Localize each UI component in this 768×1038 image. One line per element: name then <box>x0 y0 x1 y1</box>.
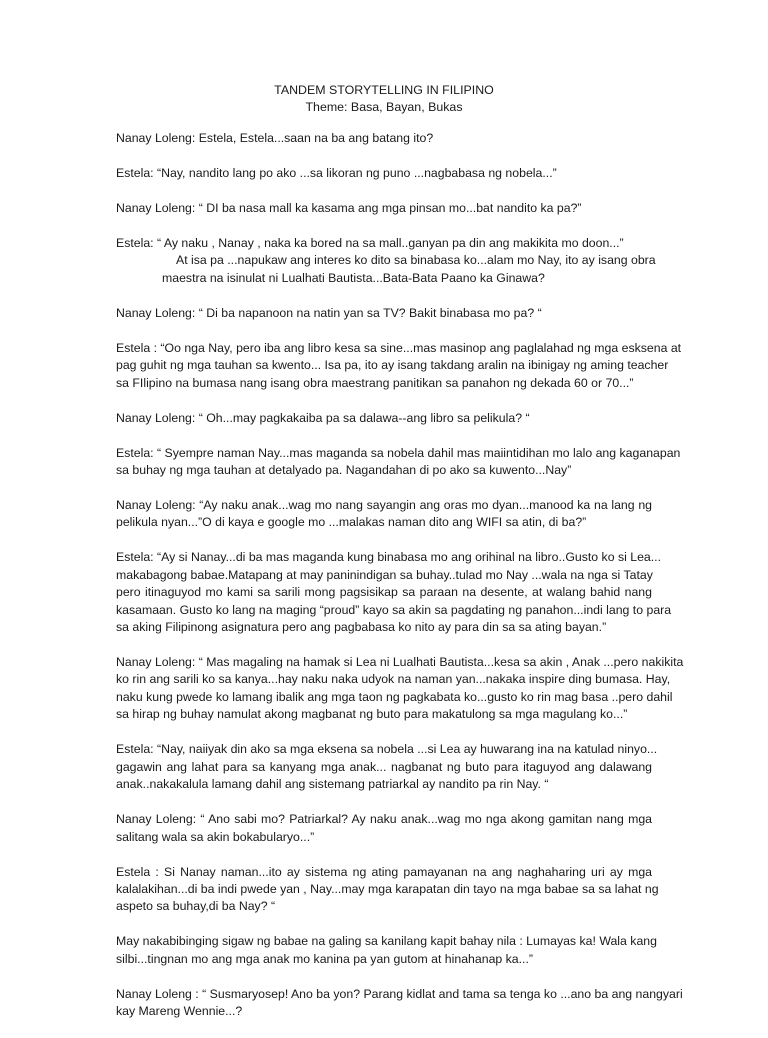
text-line: Estela : “Oo nga Nay, pero iba ang libro kesa sa sine...mas masinop ang paglalahad ng mga esksena at <box>116 340 682 355</box>
text-line: kay Mareng Wennie...? <box>116 1004 243 1019</box>
document-title: TANDEM STORYTELLING IN FILIPINO <box>274 83 494 97</box>
text-line: kalalakihan...di ba indi pwede yan , Nay...may mga karapatan din tayo na mga babae sa sa lahat ng <box>116 881 659 896</box>
text-line: Estela : Si Nanay naman...ito ay sistema ng ating pamayanan na ang naghaharing uri ay mga <box>116 864 652 879</box>
text-line: Nanay Loleng: Estela, Estela...saan na ba ang batang ito? <box>116 131 434 145</box>
dialogue-paragraph <box>116 741 658 793</box>
text-line: anak..nakakalula lamang dahil ang sistemang patriarkal ay nandito pa rin Nay. “ <box>116 777 549 792</box>
text-line: May nakabibinging sigaw ng babae na galing sa kanilang kapit bahay nila : Lumayas ka! Wala kang <box>116 934 657 949</box>
text-line: Nanay Loleng: “ DI ba nasa mall ka kasama ang mga pinsan mo...bat nandito ka pa?” <box>116 201 582 215</box>
dialogue-paragraph <box>116 811 652 846</box>
text-line: sa aking Filipinong asignatura pero ang pagbabasa ko nito ay para din sa sa ating bayan.” <box>116 620 607 635</box>
text-line: silbi...tingnan mo ang mga anak mo kanina pa yan gutom at hinahanap ka...” <box>116 951 533 966</box>
text-line: gagawin ang lahat para sa kanyang mga anak... nagbanat ng buto para itaguyod ang dalawang <box>116 759 652 774</box>
dialogue-paragraph <box>116 165 652 182</box>
text-line: Estela: “Ay si Nanay...di ba mas maganda kung binabasa mo ang orihinal na libro..Gusto ko si Lea... <box>116 550 662 565</box>
text-line: pag guhit ng mga tauhan sa kwento... Isa pa, ito ay isang takdang aralin na ibinigay ng aming teacher <box>116 358 669 373</box>
text-line: Nanay Loleng: “ Mas magaling na hamak si Lea ni Lualhati Bautista...kesa sa akin , Anak ...pero nakikita <box>116 655 684 670</box>
text-line: salitang wala sa akin bokabularyo...” <box>116 829 315 844</box>
text-line: pero itinaguyod mo kami sa sarili mong pagsisikap sa paraan na desente, at walang bahid nang <box>116 585 652 600</box>
text-line: Nanay Loleng : “ Susmaryosep! Ano ba yon? Parang kidlat and tama sa tenga ko ...ano ba ang nangyari <box>116 986 683 1001</box>
dialogue-paragraph <box>116 497 652 532</box>
text-line: maestra na isinulat ni Lualhati Bautista...Bata-Bata Paano ka Ginawa? <box>162 270 545 285</box>
text-line: sa buhay ng mga tauhan at detalyado pa. Nagandahan di po ako sa kuwento...Nay” <box>116 463 572 478</box>
document-body <box>116 130 684 1038</box>
dialogue-paragraph <box>116 864 659 916</box>
dialogue-paragraph <box>116 130 652 147</box>
text-line: sa hirap ng buhay namulat akong magbanat ng buto para makatulong sa mga magulang ko...” <box>116 707 628 722</box>
dialogue-paragraph <box>116 200 652 217</box>
narration-paragraph <box>116 933 657 968</box>
text-line: At isa pa ...napukaw ang interes ko dito sa binabasa ko...alam mo Nay, ito ay isang obra <box>176 253 656 268</box>
dialogue-paragraph <box>116 986 683 1021</box>
text-line: Estela: “ Ay naku , Nanay , naka ka bored na sa mall..ganyan pa din ang makikita mo doon...” <box>116 236 624 250</box>
text-line: kasamaan. Gusto ko lang na maging “proud” kayo sa akin sa pagdating ng panahon...indi lang to para <box>116 602 672 617</box>
text-line: sa FIlipino na bumasa nang isang obra maestrang panitikan sa panahon ng dekada 60 or 70...” <box>116 375 634 390</box>
dialogue-paragraph <box>116 445 681 480</box>
dialogue-paragraph <box>116 235 656 287</box>
dialogue-paragraph <box>116 305 652 322</box>
text-line: Nanay Loleng: “Ay naku anak...wag mo nang sayangin ang oras mo dyan...manood ka na lang ng <box>116 498 652 513</box>
text-line: pelikula nyan...”O di kaya e google mo ...malakas naman dito ang WIFI sa atin, di ba?” <box>116 515 587 530</box>
text-line: Estela: “Nay, naiiyak din ako sa mga eksena sa nobela ...si Lea ay huwarang ina na katulad ninyo... <box>116 742 658 757</box>
text-line: naku kung pwede ko lamang ibalik ang mga taon ng pagkabata ko...gusto ko rin mag basa ..pero dahil <box>116 689 673 704</box>
text-line: Nanay Loleng: “ Ano sabi mo? Patriarkal? Ay naku anak...wag mo nga akong gamitan nang mga <box>116 812 652 827</box>
dialogue-paragraph <box>116 340 682 392</box>
text-line: aspeto sa buhay,di ba Nay? “ <box>116 899 276 914</box>
text-line: Estela: “ Syempre naman Nay...mas maganda sa nobela dahil mas maiintidihan mo lalo ang kaganapan <box>116 445 681 460</box>
text-line: Estela: “Nay, nandito lang po ako ...sa likoran ng puno ...nagbabasa ng nobela...” <box>116 166 557 180</box>
dialogue-paragraph <box>116 654 684 724</box>
text-line: Nanay Loleng: “ Di ba napanoon na natin yan sa TV? Bakit binabasa mo pa? “ <box>116 305 542 320</box>
dialogue-paragraph <box>116 549 672 636</box>
text-line: makabagong babae.Matapang at may paninindigan sa buhay..tulad mo Nay ...wala na nga si Tatay <box>116 567 653 582</box>
document-header <box>0 82 768 116</box>
dialogue-paragraph <box>116 410 652 427</box>
document-theme: Theme: Basa, Bayan, Bukas <box>305 100 463 114</box>
text-line: ko rin ang sarili ko sa kanya...hay naku naka udyok na naman yan...nakaka inspire ding bumasa. Hay, <box>116 672 671 687</box>
text-line: Nanay Loleng: “ Oh...may pagkakaiba pa sa dalawa--ang libro sa pelikula? “ <box>116 410 530 425</box>
